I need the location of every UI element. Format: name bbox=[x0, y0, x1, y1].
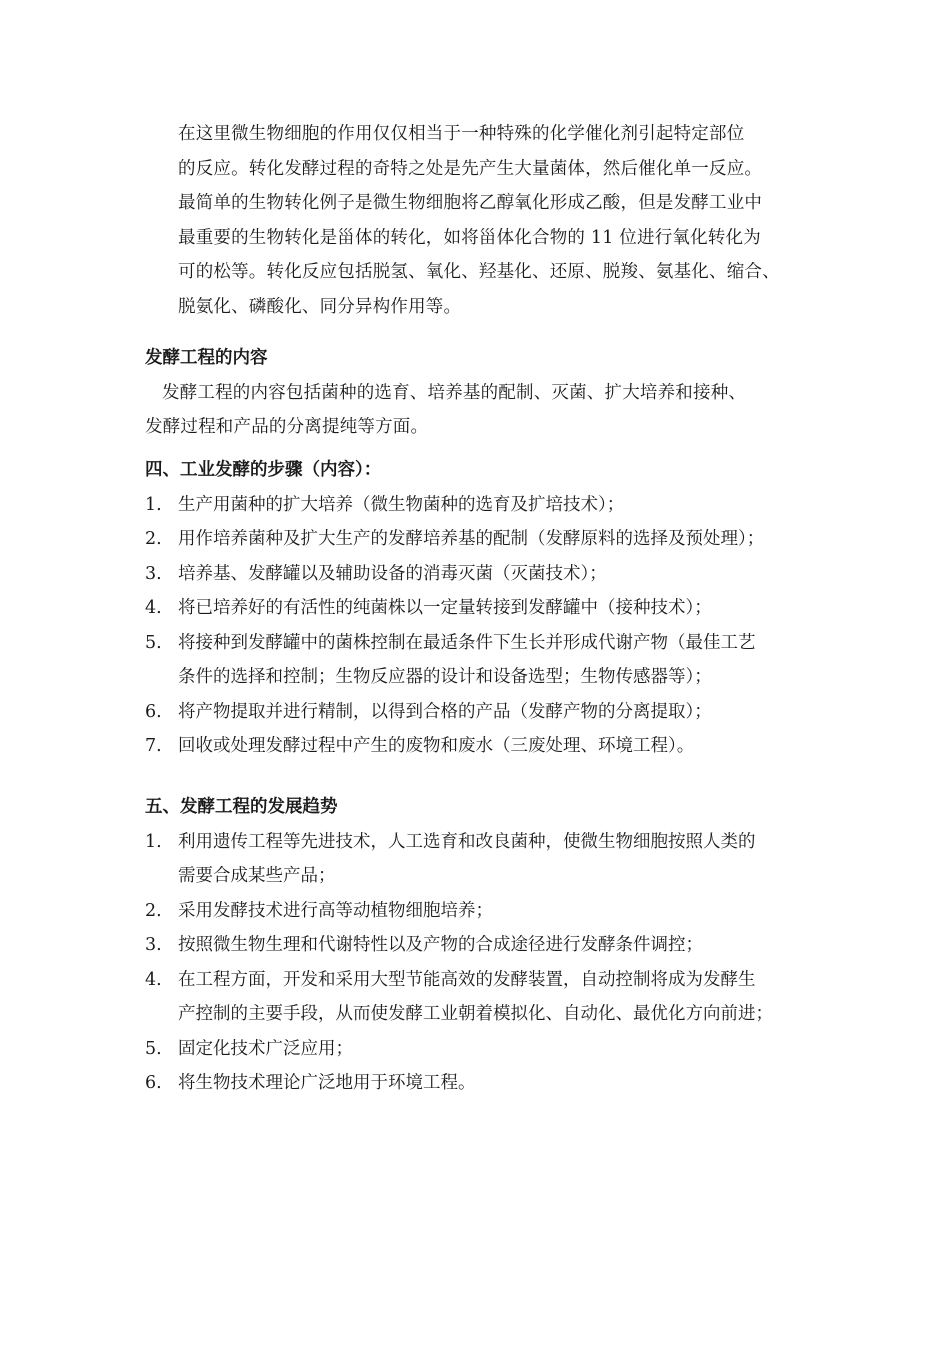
section-heading: 四、工业发酵的步骤（内容）： bbox=[145, 460, 382, 480]
list-text: 将产物提取并进行精制，以得到合格的产品（发酵产物的分离提取）； bbox=[178, 701, 712, 722]
content-line: 发酵工程的内容包括菌种的选育、培养基的配制、灭菌、扩大培养和接种、 bbox=[162, 382, 747, 403]
intro-line: 在这里微生物细胞的作用仅仅相当于一种特殊的化学催化剂引起特定部位 bbox=[178, 124, 745, 144]
list-number: 1. bbox=[145, 494, 162, 515]
list-item bbox=[145, 695, 813, 730]
list-text: 利用遗传工程等先进技术，人工选育和改良菌种，使微生物细胞按照人类的 bbox=[178, 831, 756, 852]
list-item bbox=[145, 1032, 813, 1067]
content-section bbox=[145, 341, 813, 445]
list-text: 将接种到发酵罐中的菌株控制在最适条件下生长并形成代谢产物（最佳工艺 bbox=[178, 632, 756, 653]
list-number: 5. bbox=[145, 632, 162, 653]
list-number: 3. bbox=[145, 563, 162, 584]
list-item bbox=[145, 729, 813, 764]
list-item bbox=[145, 488, 813, 523]
list-text: 产控制的主要手段，从而使发酵工业朝着模拟化、自动化、最优化方向前进； bbox=[178, 1004, 773, 1024]
list-text: 按照微生物生理和代谢特性以及产物的合成途径进行发酵条件调控； bbox=[178, 935, 703, 955]
list-item bbox=[145, 963, 813, 1032]
intro-line: 的反应。转化发酵过程的奇特之处是先产生大量菌体，然后催化单一反应。 bbox=[178, 158, 763, 179]
list-item bbox=[145, 928, 813, 963]
list-text: 培养基、发酵罐以及辅助设备的消毒灭菌（灭菌技术）； bbox=[178, 563, 607, 584]
list-item bbox=[145, 522, 813, 557]
list-text: 生产用菌种的扩大培养（微生物菌种的选育及扩培技术）； bbox=[178, 494, 625, 515]
list-text: 需要合成某些产品； bbox=[178, 866, 336, 886]
list-text: 在工程方面，开发和采用大型节能高效的发酵装置，自动控制将成为发酵生 bbox=[178, 969, 756, 990]
list-item bbox=[145, 557, 813, 592]
intro-line: 最重要的生物转化是甾体的转化，如将甾体化合物的 11 位进行氧化转化为 bbox=[178, 227, 761, 248]
list-item bbox=[145, 825, 813, 894]
list-text: 条件的选择和控制；生物反应器的设计和设备选型；生物传感器等）； bbox=[178, 667, 712, 687]
list-item bbox=[145, 894, 813, 929]
list-number: 4. bbox=[145, 598, 162, 618]
section-heading: 发酵工程的内容 bbox=[145, 348, 268, 368]
content-line: 发酵过程和产品的分离提纯等方面。 bbox=[145, 417, 429, 437]
trends-section bbox=[145, 790, 813, 1101]
section-heading: 五、发酵工程的发展趋势 bbox=[145, 797, 338, 817]
list-text: 将生物技术理论广泛地用于环境工程。 bbox=[178, 1073, 476, 1093]
steps-section bbox=[145, 453, 813, 764]
list-text: 回收或处理发酵过程中产生的废物和废水（三废处理、环境工程）。 bbox=[178, 736, 695, 756]
intro-line: 最简单的生物转化例子是微生物细胞将乙醇氧化形成乙酸，但是发酵工业中 bbox=[178, 193, 763, 213]
list-item bbox=[145, 626, 813, 695]
intro-line: 可的松等。转化反应包括脱氢、氧化、羟基化、还原、脱羧、氨基化、缩合、 bbox=[178, 262, 780, 282]
list-text: 采用发酵技术进行高等动植物细胞培养； bbox=[178, 900, 493, 921]
list-number: 1. bbox=[145, 831, 162, 852]
intro-line: 脱氨化、磷酸化、同分异构作用等。 bbox=[178, 296, 462, 317]
list-number: 5. bbox=[145, 1038, 162, 1059]
list-number: 2. bbox=[145, 529, 162, 549]
list-number: 3. bbox=[145, 935, 162, 955]
list-number: 2. bbox=[145, 900, 162, 921]
list-number: 6. bbox=[145, 701, 162, 722]
intro-paragraph bbox=[178, 117, 813, 324]
list-number: 7. bbox=[145, 736, 162, 756]
list-item bbox=[145, 1066, 813, 1101]
list-text: 固定化技术广泛应用； bbox=[178, 1038, 353, 1059]
list-text: 用作培养菌种及扩大生产的发酵培养基的配制（发酵原料的选择及预处理）； bbox=[178, 529, 765, 549]
list-item bbox=[145, 591, 813, 626]
list-number: 4. bbox=[145, 969, 162, 990]
list-text: 将已培养好的有活性的纯菌株以一定量转接到发酵罐中（接种技术）； bbox=[178, 598, 712, 618]
list-number: 6. bbox=[145, 1073, 162, 1093]
